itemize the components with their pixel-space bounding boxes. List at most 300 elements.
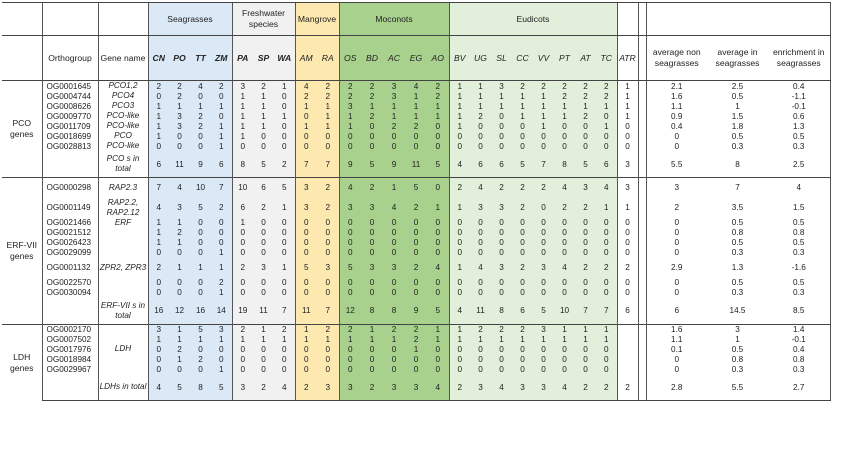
enrichment: 1.4 (768, 324, 830, 334)
count-cell: 0 (274, 278, 295, 288)
count-cell: 1 (383, 111, 405, 121)
count-cell: 1 (317, 121, 339, 131)
count-cell: 2 (148, 258, 169, 278)
enrichment: 0.5 (768, 131, 830, 141)
count-cell: 0 (361, 354, 383, 364)
count-cell: 5 (295, 258, 317, 278)
enrichment: 0.5 (768, 278, 830, 288)
table-row (2, 218, 830, 228)
count-cell: 0 (339, 248, 361, 258)
avg-non-seagrasses: 3 (646, 178, 707, 198)
avg-seagrasses: 0.3 (731, 248, 744, 257)
count-cell: 2 (317, 324, 339, 334)
total-count-cell: 3 (533, 374, 554, 401)
count-cell: 2 (190, 354, 211, 364)
table-row (2, 278, 830, 288)
count-cell: 2 (575, 81, 596, 92)
avg-seagrasses: 0.3 (731, 364, 744, 374)
count-cell: 1 (148, 228, 169, 238)
group-header-freshwater: Freshwater species (232, 3, 295, 36)
count-cell: 0 (512, 218, 533, 228)
count-cell: 0 (190, 91, 211, 101)
count-cell: 0 (253, 228, 274, 238)
count-cell: 0 (512, 354, 533, 364)
total-count-cell: 4 (148, 374, 169, 401)
avg-seagrasses: 0.3 (731, 141, 744, 151)
count-cell: 3 (169, 111, 190, 121)
orthogroup-id: OG0011709 (42, 121, 98, 131)
count-cell: 1 (339, 334, 361, 344)
gene-name: PCO3 (98, 101, 148, 111)
total-count-cell: 5 (169, 374, 190, 401)
count-cell: 0 (383, 344, 405, 354)
count-cell: 0 (295, 248, 317, 258)
count-cell: 0 (470, 238, 491, 248)
orthogroup-id: OG0009770 (42, 111, 98, 121)
count-cell: 0 (512, 344, 533, 354)
total-count-cell: 7 (317, 298, 339, 325)
avg-seagrasses: 2.5 (707, 81, 768, 92)
count-cell: 2 (339, 91, 361, 101)
orthogroup-id: OG0030094 (42, 288, 98, 298)
count-cell: 0 (339, 141, 361, 151)
spacer-cell (638, 334, 646, 344)
blank-cell (98, 3, 148, 36)
count-cell: 2 (190, 121, 211, 131)
avg-seagrasses: 1 (735, 101, 740, 111)
spacer-cell (638, 324, 646, 334)
count-cell: 0 (596, 238, 617, 248)
count-cell: 0 (253, 364, 274, 374)
count-cell: 0 (512, 278, 533, 288)
total-avg-seagrasses: 8 (735, 159, 740, 169)
count-cell: 2 (596, 258, 617, 278)
gene-name (98, 238, 148, 248)
avg-seagrasses: 0.8 (731, 354, 744, 364)
count-cell: 0 (491, 141, 512, 151)
orthogroup-id: OG0028813 (42, 141, 98, 151)
gene-family-table (2, 2, 831, 401)
count-cell: 4 (470, 258, 491, 278)
count-cell: 0 (339, 364, 361, 374)
count-cell: 1 (274, 334, 295, 344)
blank-cell (42, 374, 98, 401)
count-cell: 0 (274, 354, 295, 364)
count-cell: 2 (317, 178, 339, 198)
count-cell: 0 (554, 354, 575, 364)
count-cell: 0 (317, 364, 339, 374)
count-cell: 0 (190, 248, 211, 258)
count-cell: 0 (211, 218, 232, 228)
spacer-cell (638, 218, 646, 228)
count-cell: 0 (148, 278, 169, 288)
spacer-cell (638, 278, 646, 288)
count-cell: 1 (274, 111, 295, 121)
total-count-cell: 3 (405, 374, 427, 401)
count-cell: 0 (361, 141, 383, 151)
count-cell: 1 (617, 81, 638, 92)
count-cell: 1 (596, 101, 617, 111)
count-cell: 0 (533, 344, 554, 354)
count-cell: 5 (405, 178, 427, 198)
count-cell: 0 (361, 248, 383, 258)
count-cell: 0 (470, 131, 491, 141)
gene-name: PCO-like (98, 141, 148, 151)
species-header-ac: AC (383, 36, 405, 81)
count-cell: 0 (274, 248, 295, 258)
enrichment: -0.1 (768, 334, 830, 344)
total-avg-non-seagrasses: 2.8 (646, 374, 707, 401)
count-cell: 0 (427, 354, 449, 364)
count-cell: 0 (253, 248, 274, 258)
spacer-cell (638, 344, 646, 354)
count-cell: 0 (169, 131, 190, 141)
count-cell: 1 (190, 101, 211, 111)
count-cell: 2 (554, 91, 575, 101)
count-cell: 0 (190, 228, 211, 238)
count-cell: 1 (169, 258, 190, 278)
count-cell: 0 (274, 131, 295, 141)
total-count-cell: 14 (211, 298, 232, 325)
total-count-cell: 16 (190, 298, 211, 325)
count-cell: 1 (148, 101, 169, 111)
count-cell: 2 (405, 258, 427, 278)
count-cell: 0 (253, 141, 274, 151)
count-cell (617, 354, 638, 364)
avg-non-seagrasses: 0 (646, 364, 707, 374)
count-cell: 1 (253, 324, 274, 334)
count-cell: 1 (232, 121, 253, 131)
count-cell: 0 (470, 364, 491, 374)
count-cell: 0 (190, 344, 211, 354)
total-count-cell: 6 (491, 151, 512, 178)
species-header-at: AT (575, 36, 596, 81)
spacer-cell (638, 288, 646, 298)
count-cell: 1 (533, 101, 554, 111)
count-cell: 0 (253, 288, 274, 298)
count-cell: 1 (211, 121, 232, 131)
table-row (2, 288, 830, 298)
table-row (2, 121, 830, 131)
species-header-row (2, 36, 830, 81)
count-cell: 0 (470, 344, 491, 354)
count-cell: 6 (232, 198, 253, 218)
count-cell: 0 (405, 354, 427, 364)
total-count-cell: 2 (449, 374, 470, 401)
count-cell: 1 (554, 111, 575, 121)
count-cell: 0 (232, 288, 253, 298)
header-avg-sea: average in seagrasses (707, 36, 768, 81)
count-cell: 0 (317, 218, 339, 228)
total-count-cell: 7 (274, 298, 295, 325)
total-count-cell: 5 (427, 298, 449, 325)
count-cell: 0 (169, 278, 190, 288)
avg-seagrasses: 0.8 (731, 228, 744, 237)
count-cell: 0 (405, 278, 427, 288)
avg-seagrasses: 0.5 (731, 131, 744, 141)
section-name: PCO genes (2, 81, 42, 178)
count-cell: 1 (211, 364, 232, 374)
count-cell: 0 (361, 218, 383, 228)
count-cell: 0 (169, 248, 190, 258)
count-cell: 1 (512, 334, 533, 344)
count-cell: 0 (617, 238, 638, 248)
count-cell: 0 (383, 278, 405, 288)
count-cell: 0 (449, 248, 470, 258)
count-cell: 3 (575, 178, 596, 198)
count-cell: 3 (253, 258, 274, 278)
count-cell: 4 (470, 178, 491, 198)
total-count-cell: 8 (190, 374, 211, 401)
count-cell: 0 (449, 141, 470, 151)
table-row (2, 81, 830, 92)
count-cell: 1 (148, 334, 169, 344)
spacer-cell (638, 198, 646, 218)
count-cell: 1 (232, 218, 253, 228)
count-cell: 0 (361, 288, 383, 298)
enrichment: -1.1 (768, 91, 830, 101)
count-cell: 2 (361, 81, 383, 92)
count-cell: 0 (554, 288, 575, 298)
group-header-moconots: Moconots (339, 3, 449, 36)
count-cell: 0 (253, 344, 274, 354)
total-count-cell: 7 (596, 298, 617, 325)
avg-seagrasses: 0.5 (731, 91, 744, 101)
total-avg-non-seagrasses: 6 (646, 298, 707, 325)
count-cell: 0 (295, 354, 317, 364)
gene-name (98, 228, 148, 238)
count-cell: 0 (274, 91, 295, 101)
count-cell: 4 (405, 81, 427, 92)
total-count-cell: 5 (427, 151, 449, 178)
total-count-cell: 12 (339, 298, 361, 325)
total-count-cell: 4 (427, 374, 449, 401)
count-cell: 0 (533, 131, 554, 141)
total-count-cell: 9 (190, 151, 211, 178)
count-cell: 3 (148, 324, 169, 334)
avg-non-seagrasses: 0 (646, 218, 707, 228)
count-cell: 2 (232, 324, 253, 334)
count-cell: 1 (554, 334, 575, 344)
count-cell: 1 (295, 121, 317, 131)
table-row (2, 248, 830, 258)
count-cell: 1 (339, 111, 361, 121)
count-cell: 0 (491, 248, 512, 258)
count-cell: 1 (317, 334, 339, 344)
count-cell: 1 (232, 334, 253, 344)
count-cell: 0 (449, 344, 470, 354)
count-cell: 0 (427, 248, 449, 258)
gene-name (98, 324, 148, 334)
total-count-cell: 8 (383, 298, 405, 325)
orthogroup-id: OG0018699 (42, 131, 98, 141)
count-cell: 0 (339, 218, 361, 228)
count-cell: 2 (512, 198, 533, 218)
count-cell: 0 (383, 248, 405, 258)
count-cell: 0 (491, 131, 512, 141)
count-cell: 1 (470, 101, 491, 111)
count-cell: 0 (470, 288, 491, 298)
count-cell: 0 (274, 344, 295, 354)
header-avg-non: average non seagrasses (646, 36, 707, 81)
enrichment: 0.4 (768, 81, 830, 92)
count-cell: 2 (427, 81, 449, 92)
gene-name (98, 334, 148, 344)
enrichment: 0.5 (768, 238, 830, 248)
total-count-cell: 2 (596, 374, 617, 401)
count-cell: 1 (405, 101, 427, 111)
count-cell: 0 (295, 131, 317, 141)
count-cell: 0 (383, 238, 405, 248)
species-header-eg: EG (405, 36, 427, 81)
count-cell: 3 (232, 81, 253, 92)
count-cell: 0 (317, 278, 339, 288)
count-cell: 1 (383, 101, 405, 111)
count-cell: 1 (317, 111, 339, 121)
count-cell: 1 (211, 131, 232, 141)
count-cell: 0 (383, 218, 405, 228)
count-cell: 1 (211, 288, 232, 298)
count-cell: 1 (449, 121, 470, 131)
total-count-cell: 7 (295, 151, 317, 178)
count-cell: 0 (533, 364, 554, 374)
count-cell: 0 (274, 101, 295, 111)
count-cell: 0 (575, 278, 596, 288)
count-cell: 0 (554, 228, 575, 238)
count-cell: 2 (211, 278, 232, 288)
count-cell: 0 (190, 364, 211, 374)
orthogroup-id: OG0008626 (42, 101, 98, 111)
count-cell: 1 (169, 354, 190, 364)
enrichment: 4 (768, 178, 830, 198)
species-header-tt: TT (190, 36, 211, 81)
count-cell: 2 (361, 111, 383, 121)
orthogroup-id: OG0022570 (42, 278, 98, 288)
count-cell: 0 (596, 248, 617, 258)
table-row (2, 198, 830, 218)
count-cell: 0 (232, 364, 253, 374)
avg-non-seagrasses: 0.4 (646, 121, 707, 131)
count-cell: 0 (470, 141, 491, 151)
count-cell: 0 (596, 131, 617, 141)
count-cell: 0 (211, 344, 232, 354)
count-cell: 0 (232, 344, 253, 354)
total-count-cell: 5 (575, 151, 596, 178)
count-cell: 0 (295, 141, 317, 151)
count-cell: 4 (554, 178, 575, 198)
count-cell: 1 (617, 198, 638, 218)
count-cell: 2 (169, 81, 190, 92)
count-cell: 0 (339, 238, 361, 248)
count-cell: 0 (617, 121, 638, 131)
count-cell: 2 (405, 198, 427, 218)
count-cell: 2 (383, 121, 405, 131)
count-cell: 0 (575, 364, 596, 374)
species-header-sp: SP (253, 36, 274, 81)
count-cell: 2 (339, 81, 361, 92)
total-enrichment: 8.5 (768, 298, 830, 325)
species-header-ug: UG (470, 36, 491, 81)
table-row (2, 334, 830, 344)
blank-cell (646, 3, 830, 36)
species-header-pa: PA (232, 36, 253, 81)
total-count-cell: 6 (148, 151, 169, 178)
count-cell: 0 (449, 288, 470, 298)
count-cell: 1 (148, 218, 169, 228)
count-cell: 0 (274, 228, 295, 238)
enrichment: -1.6 (768, 258, 830, 278)
count-cell: 1 (169, 334, 190, 344)
header-enrich: enrichment in seagrasses (768, 36, 830, 81)
count-cell: 1 (274, 258, 295, 278)
count-cell: 0 (533, 238, 554, 248)
count-cell: 0 (575, 248, 596, 258)
count-cell: 2 (169, 344, 190, 354)
count-cell: 0 (274, 218, 295, 228)
count-cell: 0 (211, 91, 232, 101)
count-cell: 1 (274, 198, 295, 218)
count-cell: 0 (405, 141, 427, 151)
count-cell: 0 (596, 111, 617, 121)
species-header-pt: PT (554, 36, 575, 81)
count-cell: 0 (596, 288, 617, 298)
count-cell: 1 (361, 101, 383, 111)
count-cell: 0 (295, 111, 317, 121)
spacer-cell (638, 374, 646, 401)
count-cell: 0 (617, 278, 638, 288)
count-cell: 2 (211, 81, 232, 92)
count-cell: 1 (491, 91, 512, 101)
count-cell: 0 (317, 354, 339, 364)
species-header-os: OS (339, 36, 361, 81)
count-cell: 0 (232, 248, 253, 258)
count-cell: 0 (253, 278, 274, 288)
count-cell: 0 (295, 364, 317, 374)
count-cell: 0 (470, 121, 491, 131)
count-cell: 1 (253, 101, 274, 111)
orthogroup-id: OG0001132 (42, 258, 98, 278)
count-cell: 2 (596, 91, 617, 101)
gene-name (98, 248, 148, 258)
spacer-cell (638, 354, 646, 364)
count-cell: 2 (617, 258, 638, 278)
count-cell: 3 (533, 258, 554, 278)
count-cell: 0 (491, 238, 512, 248)
count-cell: 0 (339, 278, 361, 288)
total-count-cell: 8 (361, 298, 383, 325)
count-cell: 1 (512, 101, 533, 111)
count-cell: 0 (512, 141, 533, 151)
total-count-cell: 10 (554, 298, 575, 325)
table-row (2, 354, 830, 364)
count-cell: 1 (211, 101, 232, 111)
count-cell: 0 (169, 141, 190, 151)
enrichment: 0.3 (768, 248, 830, 258)
count-cell: 0 (596, 354, 617, 364)
avg-seagrasses: 0.5 (731, 218, 744, 227)
count-cell: 2 (512, 81, 533, 92)
count-cell: 0 (317, 228, 339, 238)
count-cell: 0 (554, 238, 575, 248)
species-header-tc: TC (596, 36, 617, 81)
spacer-cell (638, 81, 646, 92)
count-cell: 1 (253, 121, 274, 131)
count-cell: 3 (169, 121, 190, 131)
count-cell: 2 (512, 178, 533, 198)
total-count-cell: 2 (253, 374, 274, 401)
count-cell: 0 (533, 218, 554, 228)
table-row (2, 141, 830, 151)
